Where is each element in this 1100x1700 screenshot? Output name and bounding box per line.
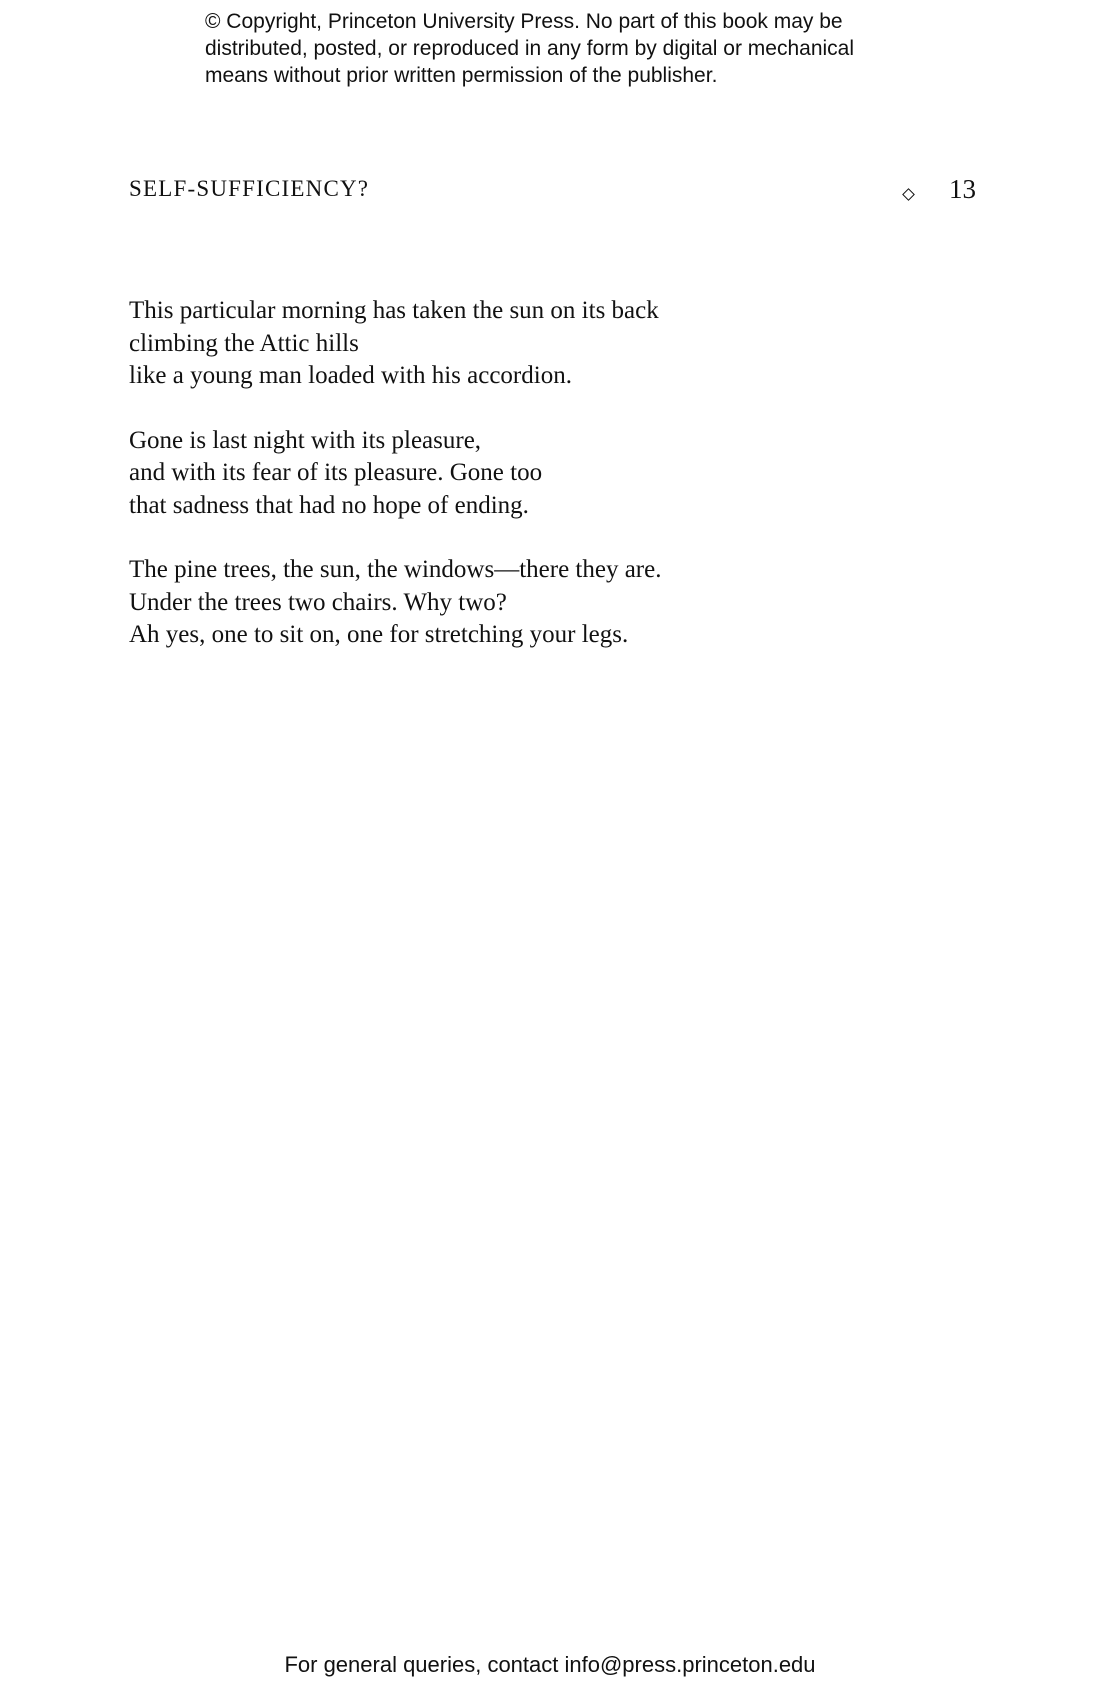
- stanza: [129, 295, 929, 393]
- poem-line: Under the trees two chairs. Why two?: [129, 588, 507, 616]
- poem-line: Ah yes, one to sit on, one for stretching your legs.: [129, 621, 629, 648]
- poem-line: that sadness that had no hope of ending.: [129, 491, 529, 519]
- copyright-line: distributed, posted, or reproduced in any form by digital or mechanical: [205, 37, 855, 60]
- diamond-icon: [902, 188, 915, 201]
- poem-line: The pine trees, the sun, the windows—there they are.: [129, 556, 662, 583]
- footer-contact: For general queries, contact info@press.princeton.edu: [284, 1652, 816, 1677]
- poem-line: This particular morning has taken the sun on its back: [129, 297, 659, 324]
- page-number: 13: [949, 174, 976, 204]
- stanza: [129, 425, 929, 523]
- copyright-line: means without prior written permission of the publisher.: [205, 64, 718, 87]
- poem-line: Gone is last night with its pleasure,: [129, 426, 482, 454]
- copyright-line: © Copyright, Princeton University Press. No part of this book may be: [205, 10, 843, 33]
- running-head: [129, 174, 979, 214]
- section-title: SELF-SUFFICIENCY?: [129, 176, 370, 201]
- poem-line: like a young man loaded with his accordion.: [129, 362, 572, 389]
- copyright-notice: [205, 8, 925, 89]
- stanza: [129, 554, 929, 652]
- poem-line: climbing the Attic hills: [129, 329, 359, 357]
- poem-line: and with its fear of its pleasure. Gone too: [129, 459, 543, 486]
- poem-body: [129, 295, 929, 684]
